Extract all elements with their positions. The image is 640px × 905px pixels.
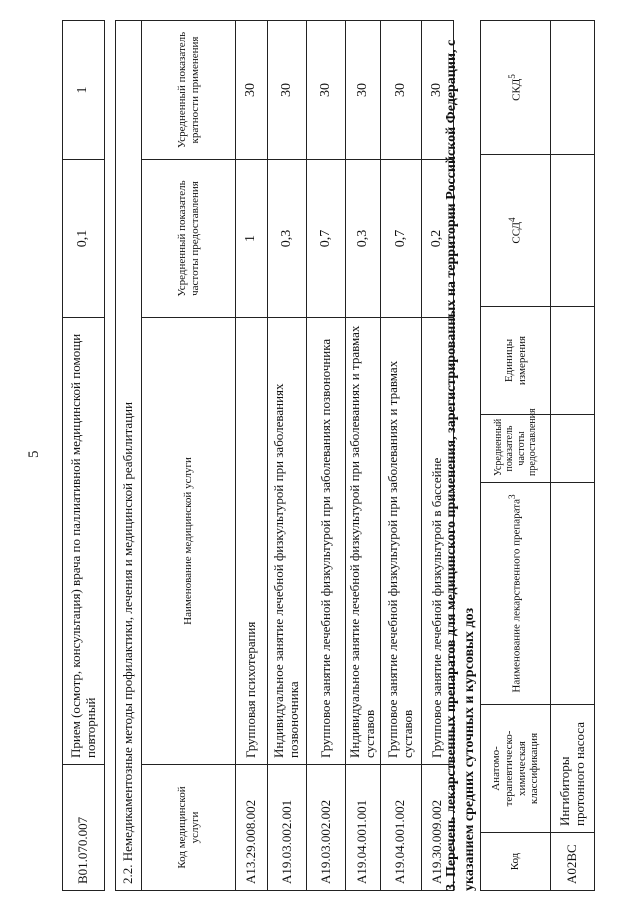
service-code: A19.30.009.002 — [421, 765, 453, 891]
table-row — [307, 20, 346, 890]
header-drug-name: Наименование лекарственного препарата$^3$ — [481, 483, 551, 705]
service-code: A19.04.001.002 — [380, 765, 421, 891]
service-name: Индивидуальное занятие лечебной физкультурой при заболеваниях позвоночника — [268, 318, 307, 765]
section-2-2-title: 2.2. Немедикаментозные методы профилактики, лечения и медицинской реабилитации — [116, 20, 142, 890]
service-code: A19.03.002.002 — [307, 765, 346, 891]
drug-unit — [551, 307, 595, 415]
drug-ssd — [551, 155, 595, 307]
header-frequency: Усредненный показатель частоты предоставления — [481, 415, 551, 483]
header-ssd: ССД$^4$ — [481, 155, 551, 307]
drug-atc: Ингибиторы протонного насоса — [551, 705, 595, 833]
multiplicity-value: 30 — [236, 20, 268, 159]
footnote-marker: 5 — [507, 74, 518, 79]
service-name: Прием (осмотр, консультация) врача по паллиативной медицинской помощи повторный — [63, 318, 105, 765]
drug-code: A02BC — [551, 833, 595, 891]
frequency-value: 0,7 — [380, 160, 421, 318]
table-row — [551, 21, 595, 891]
frequency-value: 0,3 — [346, 160, 381, 318]
service-name: Индивидуальное занятие лечебной физкультурой при заболеваниях и травмах суставов — [346, 318, 381, 765]
service-code: A19.03.002.001 — [268, 765, 307, 891]
table-row — [63, 21, 105, 891]
service-name: Групповое занятие лечебной физкультурой в бассейне — [421, 318, 453, 765]
multiplicity-value: 1 — [63, 21, 105, 160]
table-row — [380, 20, 421, 890]
table-row — [236, 20, 268, 890]
service-name: Групповое занятие лечебной физкультурой при заболеваниях позвоночника — [307, 318, 346, 765]
header-skd: СКД$^5$ — [481, 21, 551, 155]
drug-name — [551, 483, 595, 705]
nonmedical-methods-table — [115, 20, 454, 891]
top-table — [62, 20, 105, 891]
header-code: Код медицинской услуги — [142, 765, 236, 891]
multiplicity-value: 30 — [421, 20, 453, 159]
multiplicity-value: 30 — [346, 20, 381, 159]
header-code: Код — [481, 833, 551, 891]
page-number: 5 — [26, 450, 42, 458]
drug-skd — [551, 21, 595, 155]
header-multiplicity: Усредненный показатель кратности применения — [142, 20, 236, 159]
footnote-marker: 4 — [507, 217, 518, 222]
header-unit: Единицы измерения — [481, 307, 551, 415]
header-row — [481, 21, 551, 891]
service-code: A19.04.001.001 — [346, 765, 381, 891]
header-row — [142, 20, 236, 890]
table-row — [268, 20, 307, 890]
service-name: Групповое занятие лечебной физкультурой при заболеваниях и травмах суставов — [380, 318, 421, 765]
multiplicity-value: 30 — [268, 20, 307, 159]
header-name: Наименование медицинской услуги — [142, 318, 236, 765]
multiplicity-value: 30 — [307, 20, 346, 159]
section-title-row — [116, 20, 142, 890]
frequency-value: 0,7 — [307, 160, 346, 318]
frequency-value: 0,3 — [268, 160, 307, 318]
drugs-table — [480, 20, 595, 891]
frequency-value: 1 — [236, 160, 268, 318]
table-row — [346, 20, 381, 890]
footnote-marker: 3 — [507, 494, 518, 499]
header-atc: Анатомо-терапевтическо-химическая классификация — [481, 705, 551, 833]
section-3-title: 3. Перечень лекарственных препаратов для медицинского применения, зарегистрированных на территории Российской Федерации, с указанием средних суточных и курсовых доз — [444, 39, 477, 891]
frequency-value: 0,2 — [421, 160, 453, 318]
service-code: B01.070.007 — [63, 765, 105, 891]
service-name: Групповая психотерапия — [236, 318, 268, 765]
multiplicity-value: 30 — [380, 20, 421, 159]
service-code: A13.29.008.002 — [236, 765, 268, 891]
frequency-value: 0,1 — [63, 160, 105, 318]
drug-frequency — [551, 415, 595, 483]
header-frequency: Усредненный показатель частоты предоставления — [142, 160, 236, 318]
